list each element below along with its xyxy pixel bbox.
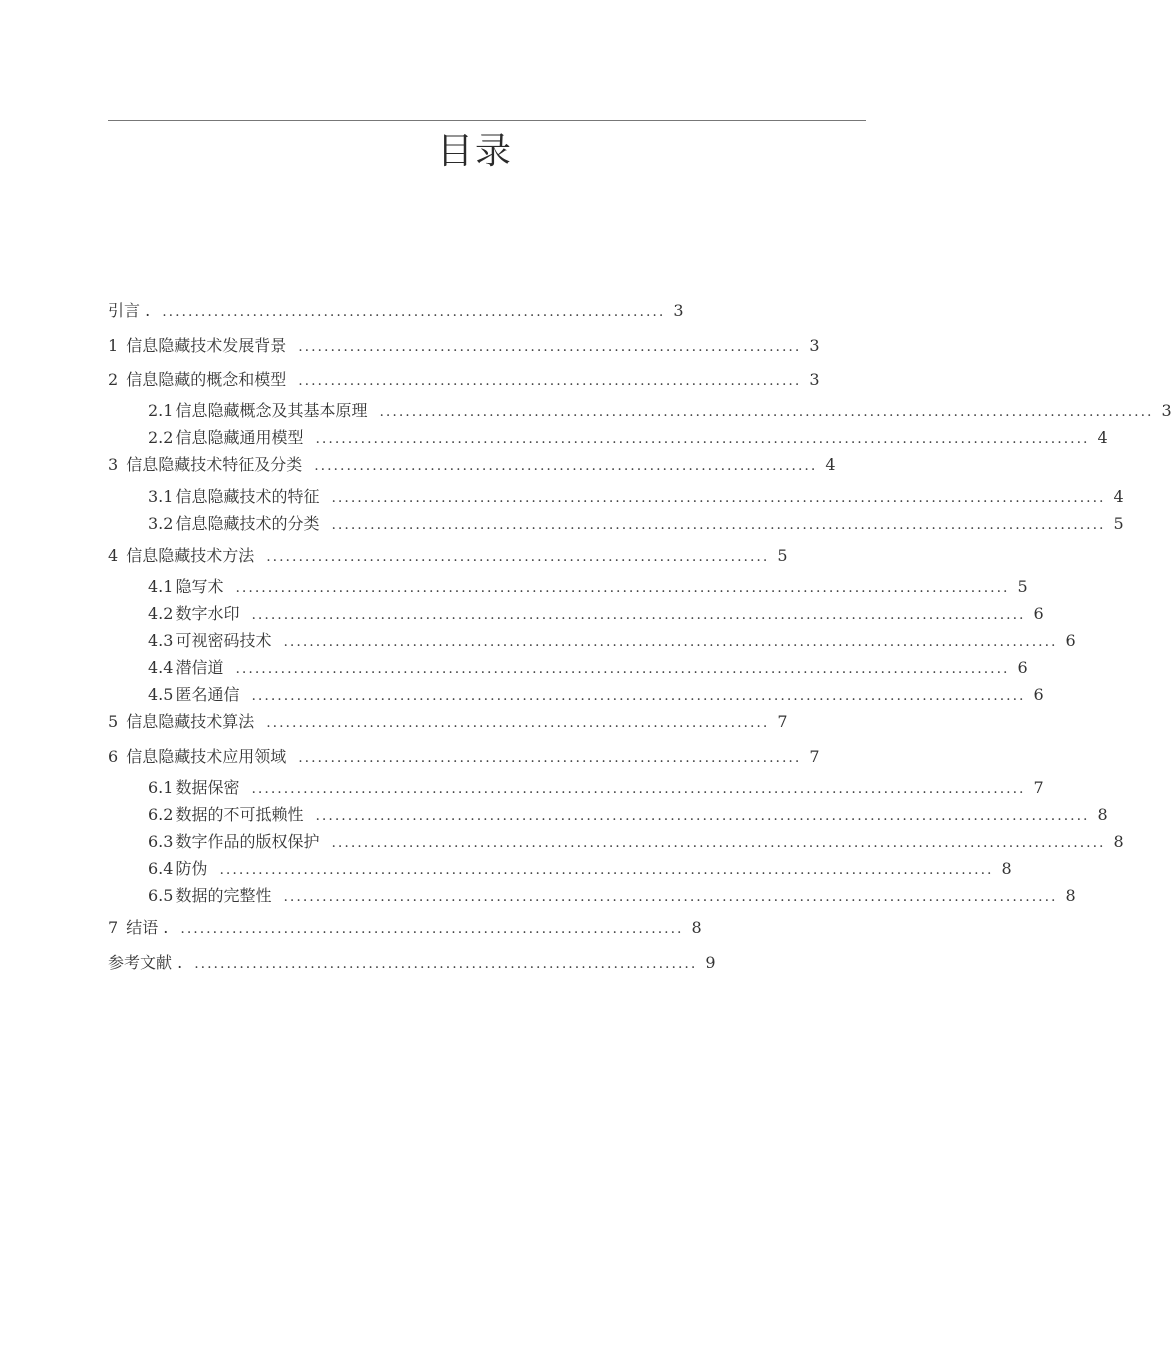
toc-entry-page: 3 bbox=[809, 370, 820, 389]
toc-entry-page: 6 bbox=[1065, 631, 1076, 650]
toc-entry-number: 6.1 bbox=[148, 778, 174, 797]
toc-entry-page: 6 bbox=[1033, 604, 1044, 623]
toc-leader-dots: ........................................................................................................................ bbox=[251, 781, 1026, 797]
toc-entry-4[interactable] bbox=[108, 545, 788, 567]
toc-leader-dots: ........................................................................................................................ bbox=[315, 808, 1090, 824]
toc-entry-page: 6 bbox=[1033, 685, 1044, 704]
toc-entry-number: 3 bbox=[108, 455, 119, 474]
toc-leader-dots: .............................................................................. bbox=[298, 373, 802, 389]
toc-leader-dots: ........................................................................................................................ bbox=[235, 661, 1010, 677]
toc-entry-number: 4.2 bbox=[148, 604, 174, 623]
toc-entry-number: 4.5 bbox=[148, 685, 174, 704]
toc-entry-page: 4 bbox=[1113, 487, 1124, 506]
toc-entry-label: 信息隐藏技术的分类 bbox=[175, 514, 320, 533]
toc-entry-label: 潜信道 bbox=[175, 658, 224, 677]
toc-entry-2[interactable] bbox=[108, 369, 820, 391]
toc-entry-page: 5 bbox=[1113, 514, 1124, 533]
toc-entry-page: 3 bbox=[809, 336, 820, 355]
toc-entry-1[interactable] bbox=[108, 335, 820, 357]
toc-entry-4-2[interactable] bbox=[148, 603, 1044, 625]
toc-entry-page: 6 bbox=[1017, 658, 1028, 677]
toc-entry-4-4[interactable] bbox=[148, 657, 1028, 679]
toc-entry-number: 2.2 bbox=[148, 428, 174, 447]
toc-entry-6-3[interactable] bbox=[148, 831, 1124, 853]
toc-leader-dots: .............................................................................. bbox=[180, 921, 684, 937]
toc-entry-label: 信息隐藏技术算法 bbox=[126, 712, 255, 731]
toc-entry-label: 信息隐藏技术特征及分类 bbox=[126, 455, 303, 474]
toc-entry-label: 数字作品的版权保护 bbox=[175, 832, 320, 851]
toc-leader-dots: .............................................................................. bbox=[266, 549, 770, 565]
toc-entry-6-5[interactable] bbox=[148, 885, 1076, 907]
toc-entry-6[interactable] bbox=[108, 746, 820, 768]
toc-entry-4-5[interactable] bbox=[148, 684, 1044, 706]
toc-leader-dots: ........................................................................................................................ bbox=[283, 634, 1058, 650]
toc-entry-number: 6.5 bbox=[148, 886, 174, 905]
toc-entry-label: 数据的不可抵赖性 bbox=[175, 805, 304, 824]
toc-entry-3-1[interactable] bbox=[148, 486, 1124, 508]
toc-entry-label: 参考文献 . bbox=[108, 953, 183, 972]
toc-entry-7[interactable] bbox=[108, 917, 702, 939]
toc-entry-label: 防伪 bbox=[175, 859, 208, 878]
toc-entry-label: 引言 . bbox=[108, 301, 151, 320]
toc-entry-5[interactable] bbox=[108, 711, 788, 733]
toc-leader-dots: ........................................................................................................................ bbox=[379, 404, 1154, 420]
toc-leader-dots: .............................................................................. bbox=[194, 956, 698, 972]
toc-entry-page: 8 bbox=[1097, 805, 1108, 824]
toc-entry-label: 信息隐藏技术发展背景 bbox=[126, 336, 287, 355]
toc-leader-dots: ........................................................................................................................ bbox=[331, 517, 1106, 533]
toc-entry-page: 4 bbox=[825, 455, 836, 474]
toc-leader-dots: .............................................................................. bbox=[162, 304, 666, 320]
toc-entry-6-1[interactable] bbox=[148, 777, 1044, 799]
toc-entry-4-1[interactable] bbox=[148, 576, 1028, 598]
toc-entry-label: 数据保密 bbox=[175, 778, 240, 797]
toc-entry-label: 信息隐藏技术方法 bbox=[126, 546, 255, 565]
toc-leader-dots: ........................................................................................................................ bbox=[251, 688, 1026, 704]
toc-entry-2-1[interactable] bbox=[148, 400, 1172, 422]
toc-leader-dots: ........................................................................................................................ bbox=[235, 580, 1010, 596]
toc-entry-page: 7 bbox=[809, 747, 820, 766]
toc-entry-page: 3 bbox=[673, 301, 684, 320]
toc-entry-label: 结语 . bbox=[126, 918, 169, 937]
toc-entry-label: 信息隐藏通用模型 bbox=[175, 428, 304, 447]
toc-entry-page: 8 bbox=[1065, 886, 1076, 905]
toc-leader-dots: ........................................................................................................................ bbox=[315, 431, 1090, 447]
toc-entry-page: 8 bbox=[1001, 859, 1012, 878]
toc-entry-number: 4.3 bbox=[148, 631, 174, 650]
toc-entry-number: 6.4 bbox=[148, 859, 174, 878]
toc-entry-label: 信息隐藏的概念和模型 bbox=[126, 370, 287, 389]
toc-entry-number: 5 bbox=[108, 712, 119, 731]
toc-entry-number: 4.1 bbox=[148, 577, 174, 596]
toc-entry-page: 4 bbox=[1097, 428, 1108, 447]
toc-entry-label: 信息隐藏概念及其基本原理 bbox=[175, 401, 368, 420]
toc-entry-page: 7 bbox=[777, 712, 788, 731]
toc-entry-number: 1 bbox=[108, 336, 119, 355]
toc-entry-number: 3.1 bbox=[148, 487, 174, 506]
toc-entry-number: 7 bbox=[108, 918, 119, 937]
page-title: 目录 bbox=[436, 131, 513, 172]
toc-entry-page: 8 bbox=[1113, 832, 1124, 851]
toc-entry-6-2[interactable] bbox=[148, 804, 1108, 826]
toc-entry-page: 9 bbox=[705, 953, 716, 972]
toc-entry-number: 6 bbox=[108, 747, 119, 766]
toc-entry-label: 信息隐藏技术应用领域 bbox=[126, 747, 287, 766]
toc-entry-page: 3 bbox=[1161, 401, 1172, 420]
toc-entry-references[interactable] bbox=[108, 952, 716, 974]
toc-entry-label: 数据的完整性 bbox=[175, 886, 272, 905]
toc-entry-3-2[interactable] bbox=[148, 513, 1124, 535]
toc-entry-number: 6.3 bbox=[148, 832, 174, 851]
toc-entry-page: 8 bbox=[691, 918, 702, 937]
toc-entry-number: 2 bbox=[108, 370, 119, 389]
toc-entry-3[interactable] bbox=[108, 454, 836, 476]
toc-entry-number: 3.2 bbox=[148, 514, 174, 533]
toc-entry-number: 4.4 bbox=[148, 658, 174, 677]
toc-leader-dots: ........................................................................................................................ bbox=[219, 862, 994, 878]
toc-entry-label: 匿名通信 bbox=[175, 685, 240, 704]
toc-entry-label: 可视密码技术 bbox=[175, 631, 272, 650]
toc-entry-number: 6.2 bbox=[148, 805, 174, 824]
toc-leader-dots: ........................................................................................................................ bbox=[331, 490, 1106, 506]
toc-leader-dots: ........................................................................................................................ bbox=[331, 835, 1106, 851]
toc-entry-number: 4 bbox=[108, 546, 119, 565]
toc-entry-number: 2.1 bbox=[148, 401, 174, 420]
toc-entry-page: 5 bbox=[1017, 577, 1028, 596]
toc-entry-label: 信息隐藏技术的特征 bbox=[175, 487, 320, 506]
toc-leader-dots: .............................................................................. bbox=[298, 339, 802, 355]
toc-leader-dots: ........................................................................................................................ bbox=[251, 607, 1026, 623]
toc-entry-intro[interactable] bbox=[108, 300, 684, 322]
toc-entry-page: 7 bbox=[1033, 778, 1044, 797]
toc-entry-2-2[interactable] bbox=[148, 427, 1108, 449]
toc-leader-dots: .............................................................................. bbox=[298, 750, 802, 766]
toc-leader-dots: .............................................................................. bbox=[266, 715, 770, 731]
header-rule bbox=[108, 120, 866, 121]
toc-entry-label: 隐写术 bbox=[175, 577, 224, 596]
toc-leader-dots: .............................................................................. bbox=[314, 458, 818, 474]
toc-leader-dots: ........................................................................................................................ bbox=[283, 889, 1058, 905]
toc-entry-label: 数字水印 bbox=[175, 604, 240, 623]
toc-entry-4-3[interactable] bbox=[148, 630, 1076, 652]
toc-entry-6-4[interactable] bbox=[148, 858, 1012, 880]
toc-entry-page: 5 bbox=[777, 546, 788, 565]
